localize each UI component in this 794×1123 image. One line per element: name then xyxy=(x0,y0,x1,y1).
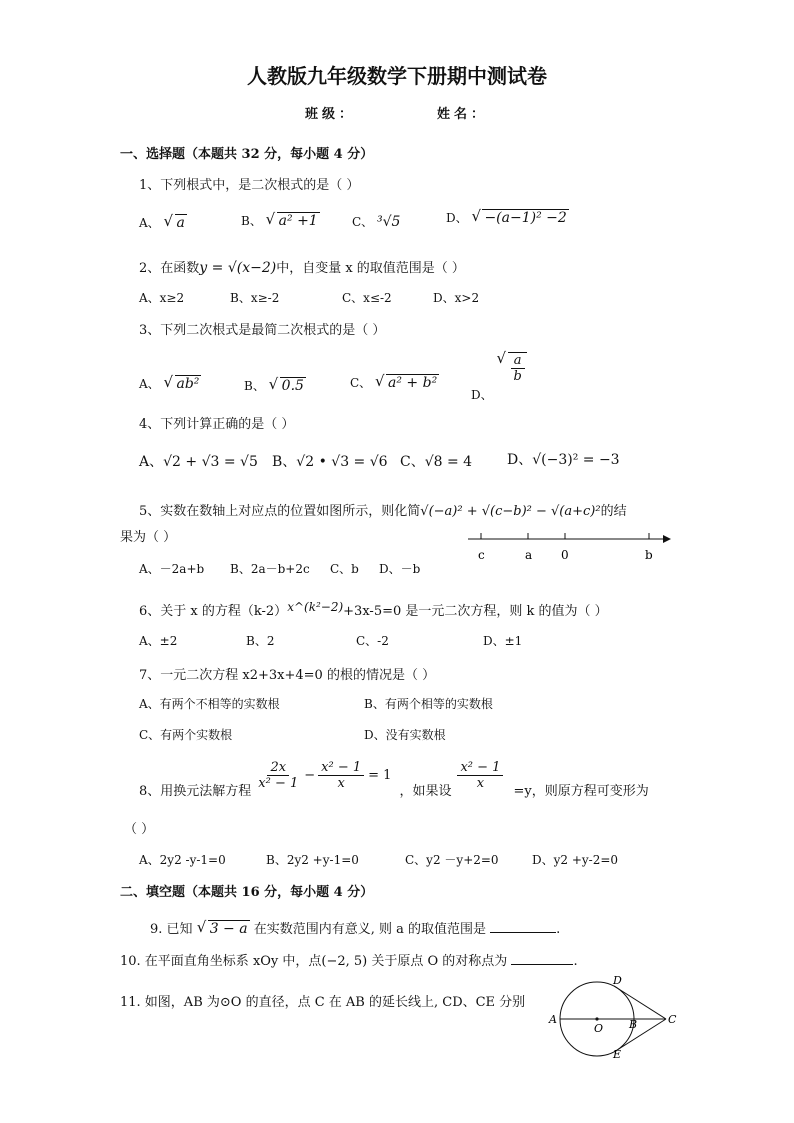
q8-option-a: A、2y2 -y-1=0 xyxy=(139,853,226,867)
q8-sub-fraction xyxy=(457,760,503,791)
q8-fraction-1 xyxy=(255,760,301,791)
q5-number-line xyxy=(465,525,675,565)
q1-option-b xyxy=(241,212,320,229)
q3-c-expr: a² + b² xyxy=(388,375,438,391)
q4-option-d: D、√(−3)² = −3 xyxy=(507,452,620,468)
q8-stem-line2: （ ） xyxy=(124,822,155,837)
axis-label-0: 0 xyxy=(561,548,569,562)
option-letter: A、 xyxy=(139,216,160,230)
q8-stem-pre: 8、用换元法解方程 xyxy=(139,784,252,799)
q2-stem-expr: y = √(x−2) xyxy=(199,260,277,276)
q8-option-b: B、2y2 +y-1=0 xyxy=(266,853,359,867)
q3-d-den: b xyxy=(513,369,522,384)
q7-option-d: D、没有实数根 xyxy=(364,728,446,742)
q2-stem-pre: 2、在函数 xyxy=(139,261,200,276)
q2-stem xyxy=(139,257,465,276)
q1-d-expr: −(a−1)² −2 xyxy=(484,210,567,226)
q8-option-c: C、y2 －y+2=0 xyxy=(405,853,499,867)
q8-frac2-den: x xyxy=(337,776,345,791)
q2-option-d: D、x>2 xyxy=(433,291,480,305)
number-line-arrow xyxy=(663,535,671,543)
q10-text: 10. 在平面直角坐标系 xOy 中，点(−2, 5) 关于原点 O 的对称点为 xyxy=(120,954,508,969)
axis-label-c: c xyxy=(478,548,485,562)
label-d: D xyxy=(613,974,622,987)
q3-a-radical xyxy=(164,376,202,392)
tangent-ce xyxy=(614,1019,666,1052)
q1-option-d xyxy=(446,209,569,226)
q8-stem-mid: ，如果设 xyxy=(399,784,452,799)
q8-stem xyxy=(139,760,649,799)
q3-c-radical xyxy=(375,375,439,391)
q8-minus: − xyxy=(304,768,316,783)
q9-radical xyxy=(197,921,250,937)
center-dot xyxy=(595,1017,598,1020)
option-letter: D、 xyxy=(446,211,468,225)
q3-option-a xyxy=(139,375,201,392)
q5-stem-expr: √(−a)² + √(c−b)² − √(a+c)² xyxy=(420,504,601,519)
q1-c-expr: ³√5 xyxy=(377,214,401,230)
q8-frac1-num: 2x xyxy=(267,760,289,776)
q3-b-expr: 0.5 xyxy=(281,378,304,394)
q11-stem: 11. 如图，AB 为⊙O 的直径，点 C 在 AB 的延长线上, CD、CE 分别 xyxy=(120,995,526,1010)
q8-frac1-den: x² − 1 xyxy=(258,776,299,791)
q8-sub-den: x xyxy=(476,776,485,791)
q9-period: . xyxy=(556,922,561,937)
label-c: C xyxy=(668,1013,677,1026)
option-letter: B、 xyxy=(244,379,265,393)
q8-frac2-num: x² − 1 xyxy=(318,760,364,776)
q1-b-radical xyxy=(266,213,320,229)
q9-pre: 9. 已知 xyxy=(150,922,193,937)
q2-option-b: B、x≥-2 xyxy=(230,291,280,305)
q8-fraction-2 xyxy=(318,760,364,791)
q2-option-c: C、x≤-2 xyxy=(342,291,392,305)
q4-option-c: C、√8 = 4 xyxy=(400,454,473,470)
option-letter: A、 xyxy=(139,377,160,391)
q3-d-num: √ a xyxy=(511,353,525,369)
section2-heading: 二、填空题（本题共 16 分，每小题 4 分） xyxy=(120,885,374,900)
q4-option-a: A、√2 + √3 = √5 xyxy=(139,454,258,470)
name-label: 姓名： xyxy=(437,107,489,122)
q6-stem-power: x^(k²−2) xyxy=(287,600,344,614)
q9-expr: 3 − a xyxy=(209,921,248,937)
q9-post: 在实数范围内有意义, 则 a 的取值范围是 xyxy=(253,922,486,937)
q9-answer-blank[interactable] xyxy=(490,932,556,933)
q2-option-a: A、x≥2 xyxy=(139,291,185,305)
q8-sub-num: x² − 1 xyxy=(457,760,503,776)
q1-option-c xyxy=(352,213,400,230)
label-a: A xyxy=(549,1013,557,1026)
q4-option-b: B、√2 • √3 = √6 xyxy=(272,454,388,470)
option-letter: D、 xyxy=(471,387,493,402)
q3-d-radical xyxy=(496,352,526,384)
q1-b-expr: a² +1 xyxy=(278,213,318,229)
q3-option-d xyxy=(471,352,527,402)
q8-option-d: D、y2 +y-2=0 xyxy=(532,853,619,867)
label-o: O xyxy=(594,1022,604,1035)
q1-d-radical xyxy=(471,210,568,226)
q8-stem-post: =y，则原方程可变形为 xyxy=(513,784,649,799)
q5-option-a: A、－2a+b xyxy=(139,562,205,576)
q5-option-b: B、2a－b+2c xyxy=(230,562,310,576)
q5-option-c: C、b xyxy=(330,562,359,576)
q6-option-c: C、-2 xyxy=(356,634,389,648)
option-letter: C、 xyxy=(350,376,372,390)
page-title: 人教版九年级数学下册期中测试卷 xyxy=(247,64,547,88)
q5-stem-line2: 果为（ ） xyxy=(120,530,177,545)
option-letter: B、 xyxy=(241,214,262,228)
q3-option-c xyxy=(350,374,439,391)
q2-stem-post: 中，自变量 x 的取值范围是（ ） xyxy=(276,261,465,276)
section1-heading: 一、选择题（本题共 32 分，每小题 4 分） xyxy=(120,147,374,162)
q3-option-b xyxy=(244,377,306,394)
class-label: 班级： xyxy=(305,107,357,122)
q3-stem: 3、下列二次根式是最简二次根式的是（ ） xyxy=(139,323,386,338)
q6-option-d: D、±1 xyxy=(483,634,523,648)
q1-a-expr: a xyxy=(176,215,185,231)
q6-option-a: A、±2 xyxy=(139,634,178,648)
q7-option-a: A、有两个不相等的实数根 xyxy=(139,697,280,711)
q3-d-fraction xyxy=(510,353,524,384)
q3-b-radical xyxy=(269,378,306,394)
tangent-cd xyxy=(614,986,666,1019)
q8-rhs: = 1 xyxy=(368,768,392,783)
q5-stem-post: 的结 xyxy=(600,504,627,519)
q1-a-radical xyxy=(164,215,187,231)
axis-label-a: a xyxy=(525,548,533,562)
q10-period: . xyxy=(573,954,578,969)
q6-stem xyxy=(139,600,608,619)
q9-stem xyxy=(150,918,560,937)
q1-stem: 1、下列根式中，是二次根式的是（ ） xyxy=(139,178,360,193)
axis-label-b: b xyxy=(645,548,653,562)
q6-stem-post: +3x-5=0 是一元二次方程，则 k 的值为（ ） xyxy=(343,604,608,619)
option-letter: C、 xyxy=(352,215,374,229)
q3-a-expr: ab² xyxy=(176,376,200,392)
q11-circle-figure xyxy=(545,970,685,1062)
q6-option-b: B、2 xyxy=(246,634,275,648)
q5-stem xyxy=(139,500,627,519)
label-e: E xyxy=(613,1048,622,1061)
q4-stem: 4、下列计算正确的是（ ） xyxy=(139,417,295,432)
q6-stem-pre: 6、关于 x 的方程（k-2） xyxy=(139,604,288,619)
q5-stem-pre: 5、实数在数轴上对应点的位置如图所示，则化简 xyxy=(139,504,421,519)
q7-option-c: C、有两个实数根 xyxy=(139,728,233,742)
q10-stem xyxy=(120,950,578,969)
q7-option-b: B、有两个相等的实数根 xyxy=(364,697,493,711)
q7-stem: 7、一元二次方程 x2+3x+4=0 的根的情况是（ ） xyxy=(139,668,436,683)
q5-option-d: D、－b xyxy=(379,562,421,576)
label-b: B xyxy=(629,1018,638,1031)
q1-option-a xyxy=(139,214,187,231)
q10-answer-blank[interactable] xyxy=(511,964,573,965)
